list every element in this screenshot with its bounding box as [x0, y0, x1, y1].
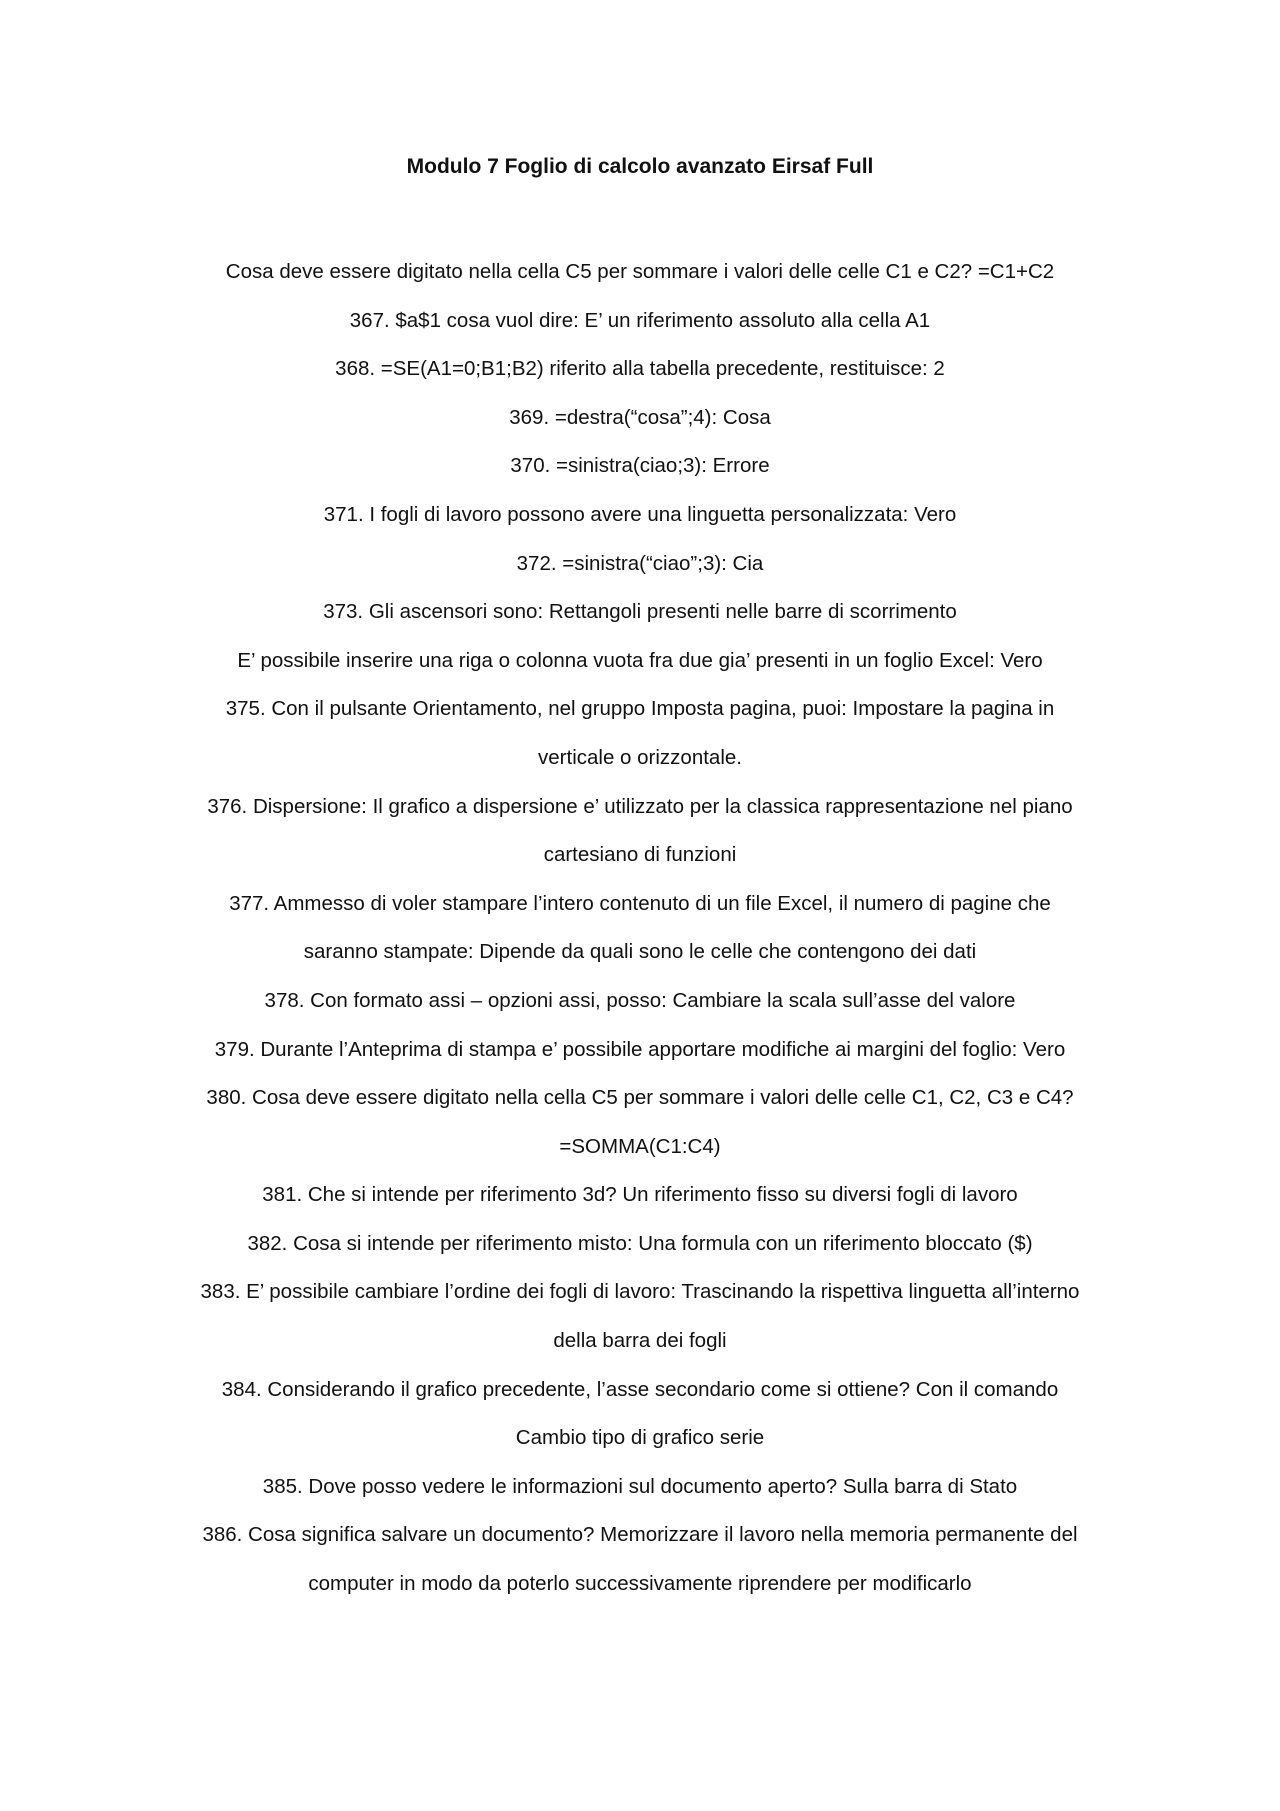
document-title: Modulo 7 Foglio di calcolo avanzato Eirsaf Full — [406, 155, 874, 178]
paragraph-20: 385. Dove posso vedere le informazioni sul documento aperto? Sulla barra di Stato — [262, 1474, 1018, 1498]
paragraph-11: 376. Dispersione: Il grafico a dispersione e’ utilizzato per la classica rappresentazione nel piano cartesiano di funzioni — [207, 794, 1073, 867]
paragraph-1: Cosa deve essere digitato nella cella C5 per sommare i valori delle celle C1 e C2? =C1+C2 — [225, 260, 1055, 283]
paragraph-12: 377. Ammesso di voler stampare l’intero contenuto di un file Excel, il numero di pagine che saranno stampate: Dipende da quali sono le celle che contengono dei dati — [229, 891, 1051, 964]
paragraph-17: 382. Cosa si intende per riferimento misto: Una formula con un riferimento bloccato ($) — [247, 1231, 1033, 1255]
paragraph-2: 367. $a$1 cosa vuol dire: E’ un riferimento assoluto alla cella A1 — [349, 308, 931, 332]
paragraph-7: 372. =sinistra(“ciao”;3): Cia — [516, 551, 764, 575]
paragraph-3: 368. =SE(A1=0;B1;B2) riferito alla tabella precedente, restituisce: 2 — [335, 357, 945, 381]
paragraph-4: 369. =destra(“cosa”;4): Cosa — [509, 405, 771, 429]
paragraph-18: 383. E’ possibile cambiare l’ordine dei fogli di lavoro: Trascinando la rispettiva linguetta all’interno della barra dei fogli — [200, 1280, 1080, 1353]
paragraph-14: 379. Durante l’Anteprima di stampa e’ possibile apportare modifiche ai margini del foglio: Vero — [214, 1037, 1066, 1061]
paragraph-15: 380. Cosa deve essere digitato nella cella C5 per sommare i valori delle celle C1, C2, C3 e C4? =SOMMA(C1:C4) — [206, 1086, 1074, 1158]
paragraph-13: 378. Con formato assi – opzioni assi, posso: Cambiare la scala sull’asse del valore — [264, 988, 1016, 1012]
paragraph-5: 370. =sinistra(ciao;3): Errore — [510, 454, 770, 478]
paragraph-6: 371. I fogli di lavoro possono avere una linguetta personalizzata: Vero — [323, 502, 957, 526]
paragraph-9: E’ possibile inserire una riga o colonna vuota fra due gia’ presenti in un foglio Excel: Vero — [237, 648, 1043, 672]
paragraph-10: 375. Con il pulsante Orientamento, nel gruppo Imposta pagina, puoi: Impostare la pagina in verticale o orizzontale. — [225, 697, 1055, 769]
paragraph-21: 386. Cosa significa salvare un documento? Memorizzare il lavoro nella memoria permanente del computer in modo da poterlo successivamente riprendere per modificarlo — [202, 1523, 1078, 1596]
paragraph-19: 384. Considerando il grafico precedente, l’asse secondario come si ottiene? Con il comando Cambio tipo di grafico serie — [221, 1377, 1059, 1450]
paragraph-8: 373. Gli ascensori sono: Rettangoli presenti nelle barre di scorrimento — [323, 600, 957, 624]
paragraph-16: 381. Che si intende per riferimento 3d? Un riferimento fisso su diversi fogli di lavoro — [262, 1183, 1018, 1207]
document-body — [200, 248, 1080, 1609]
